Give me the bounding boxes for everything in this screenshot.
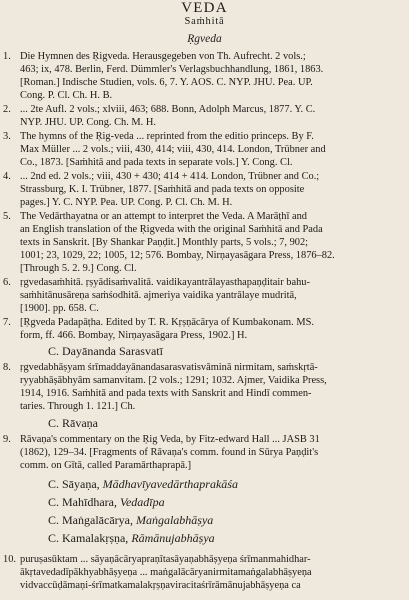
entry-number: 9. — [3, 434, 11, 445]
cross-ref-author: C. Kamalakṛṣṇa, — [48, 531, 132, 545]
entry-number: 8. — [3, 362, 11, 373]
entry-number: 10. — [3, 554, 16, 565]
entry-line: texts in Sanskrit. [By Shankar Paṇḍit.] Monthly parts, 5 vols.; 7, 902; — [20, 236, 309, 248]
bib-entry-7 — [0, 317, 401, 343]
entry-line: 1914, 1916. Saṁhitā and pada texts with Sanskrit and Hindī commen- — [20, 387, 312, 399]
entry-line: Die Hymnen des Ṛigveda. Herausgegeben von Th. Aufrecht. 2 vols.; — [20, 51, 306, 62]
entry-line: ryyabhāṣābhyām samanvitam. [2 vols.; 1291; 1032. Ajmer, Vaidika Press, — [20, 374, 327, 386]
cross-reference — [48, 495, 165, 509]
entry-line: vidvaccūḍāmaṇi-śrīmatkamalakṛṣṇaviracitaśrīrāmānujabhāṣyeṇa ca — [20, 579, 301, 591]
bib-entry-1 — [0, 51, 401, 103]
entry-line: (1862), 129–34. [Fragments of Rāvaṇa's comm. found in Sūrya Paṇḍit's — [20, 446, 319, 458]
cross-ref-title: Mādhavīyavedārthaprakāśa — [102, 477, 238, 491]
cross-ref-title: Rāmānujabhāṣya — [131, 531, 215, 545]
entry-line: an English translation of the Ṛigveda with the original Saṁhitā and Pada — [20, 223, 323, 235]
bib-entry-9 — [0, 434, 401, 473]
entry-line: Max Müller ... 2 vols.; viii, 430, 414; viii, 430, 414. London, Trübner and — [20, 143, 326, 155]
entry-line: ṛgvedasaṁhitā. ṛṣyādisaṁvalitā. vaidikayantrālayasthapaṇḍitair bahu- — [20, 277, 310, 288]
entry-line: [Roman.] Indische Studien, vols. 6, 7. Y. AOS. C. NYP. JHU. Pea. UP. — [20, 76, 313, 88]
cross-reference — [48, 477, 238, 491]
bib-entry-6 — [0, 277, 401, 316]
cross-reference — [48, 513, 213, 527]
bib-entry-8 — [0, 362, 401, 414]
subsection-heading: Ṛgveda — [187, 33, 222, 45]
entry-line: 463; ix, 478. Berlin, Ferd. Dümmler's Verlagsbuchhandlung, 1861, 1863. — [20, 63, 324, 75]
cross-ref-title: Vedadīpa — [119, 495, 165, 509]
bib-entry-5 — [0, 211, 401, 276]
bib-entry-4 — [0, 171, 401, 210]
entry-line: ... 2te Aufl. 2 vols.; xlviii, 463; 688. Bonn, Adolph Marcus, 1877. Y. C. — [20, 104, 316, 115]
entry-number: 1. — [3, 51, 11, 62]
entry-line: ... 2nd ed. 2 vols.; viii, 430 + 430; 414 + 414. London, Trübner and Co.; — [20, 171, 320, 182]
cross-ref-author: C. Maṅgalācārya, — [48, 513, 136, 527]
entry-line: Cong. P. Cl. Ch. H. B. — [20, 89, 113, 101]
entry-number: 2. — [3, 104, 11, 115]
entry-line: The hymns of the Ṛig-veda ... reprinted from the editio princeps. By F. — [20, 131, 314, 142]
entry-line: [1900]. pp. 658. C. — [20, 302, 99, 314]
entry-line: saṁhitānusāreṇa saṁśodhitā. ajmeriya vaidika yantrālaye mudritā, — [20, 289, 297, 301]
entry-number: 5. — [3, 211, 11, 222]
entry-line: The Vedārthayatna or an attempt to interpret the Veda. A Marāṭhī and — [20, 211, 307, 222]
cross-ref-title: Maṅgalabhāṣya — [135, 513, 214, 527]
entry-line: form, ff. 466. Bombay, Nirṇayasāgara Press, 1902.] H. — [20, 329, 248, 341]
entry-line: puruṣasūktam ... sāyaṇācāryapraṇītasāyaṇabhāṣyeṇa śrīmanmahidhar- — [20, 554, 311, 565]
cross-reference: C. Rāvaṇa — [48, 416, 98, 430]
cross-reference: C. Dayānanda Sarasvatī — [48, 344, 163, 358]
entry-number: 3. — [3, 131, 11, 142]
entry-number: 4. — [3, 171, 11, 182]
entry-line: ṛgvedabhāṣyam śrīmaddayānandasarasvatisvāminā nirmitam, saṁskṛtā- — [20, 362, 318, 373]
entry-line: pages.] Y. C. NYP. Pea. UP. Cong. P. Cl. Ch. M. H. — [20, 196, 233, 208]
entry-line: 1001; 23, 1029, 22; 1005, 12; 576. Bombay, Nirṇayasāgara Press, 1876–82. — [20, 249, 335, 261]
section-heading: Saṁhitā — [184, 16, 225, 27]
entry-number: 7. — [3, 317, 11, 328]
cross-ref-author: C. Mahīdhara, — [48, 495, 120, 509]
entry-line: ākṛtavedadīpākhyabhāṣyeṇa ... maṅgalācāryanirmitamaṅgalabhāṣyeṇa — [20, 566, 312, 578]
entry-number: 6. — [3, 277, 11, 288]
entry-line: NYP. JHU. UP. Cong. Ch. M. H. — [20, 116, 156, 128]
page-heading: VEDA — [181, 0, 228, 16]
entry-line: Co., 1873. [Saṁhitā and pada texts in separate vols.] Y. Cong. Cl. — [20, 156, 293, 168]
entry-line: [Ṛgveda Padapāṭha. Edited by T. R. Kṛṣṇācārya of Kumbakonam. MS. — [20, 317, 314, 328]
entry-line: comm. on Gītā, called Paramārthaprapā.] — [20, 459, 192, 471]
bib-entry-10 — [0, 554, 401, 596]
entry-line: Strassburg, K. I. Trübner, 1877. [Saṁhitā and pada texts on opposite — [20, 183, 305, 195]
entry-line: Rāvaṇa's commentary on the Ṛig Veda, by Fitz-edward Hall ... JASB 31 — [20, 434, 320, 445]
entry-line: taries. Through 1. 121.] Ch. — [20, 400, 136, 412]
cross-reference — [48, 531, 215, 545]
bib-entry-3 — [0, 131, 401, 170]
bib-entry-2 — [0, 104, 401, 130]
entry-line: [Through 5. 2. 9.] Cong. Cl. — [20, 262, 137, 274]
cross-ref-author: C. Sāyaṇa, — [48, 477, 103, 491]
